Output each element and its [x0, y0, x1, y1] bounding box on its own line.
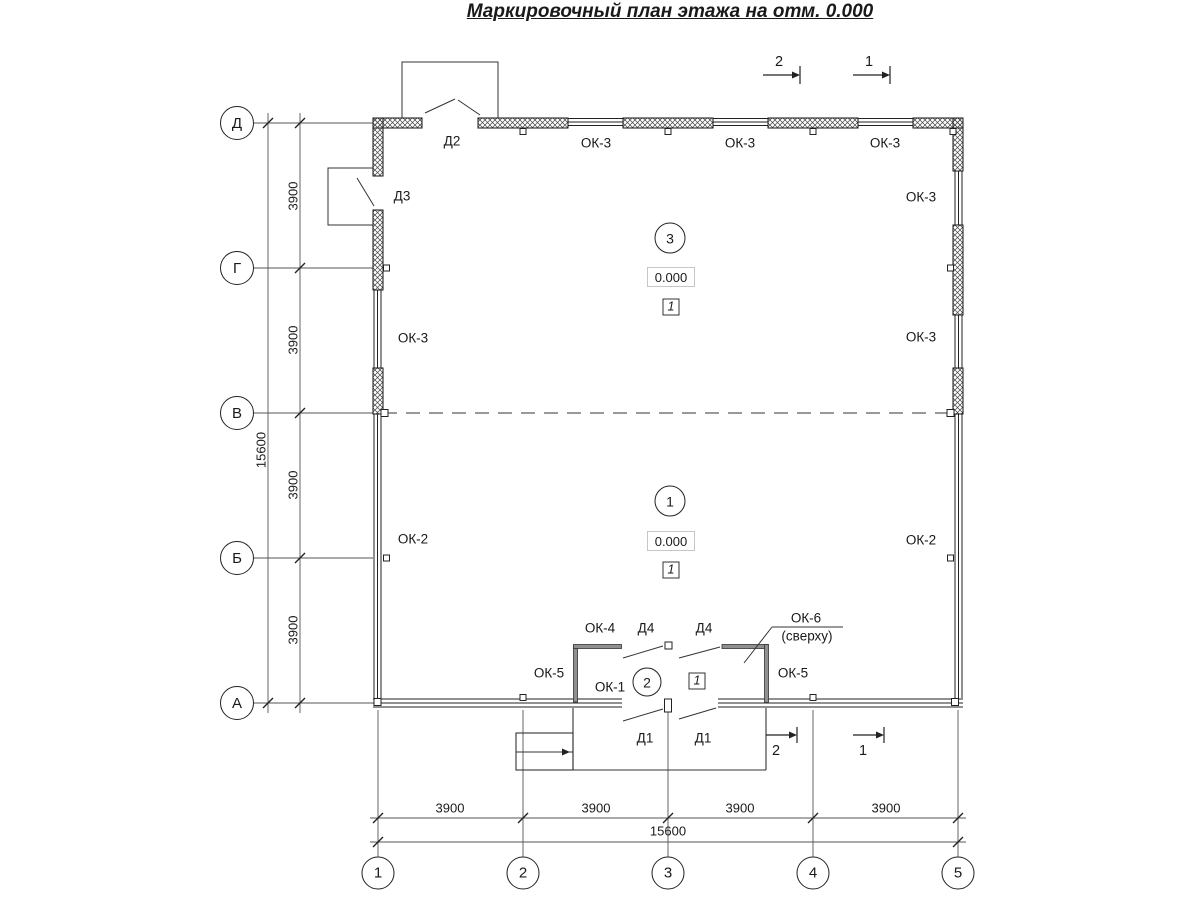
section-mark-bottom-1: 1: [858, 742, 868, 759]
window-label-ok6-note: (сверху): [781, 628, 833, 644]
window-label-ok3-top-1: ОК-3: [580, 135, 612, 151]
window-label-ok2-right: ОК-2: [905, 532, 937, 548]
finish-number-box-room2: 1: [689, 673, 706, 690]
door-label-d1-1: Д1: [636, 730, 654, 746]
window-label-ok5-left: ОК-5: [533, 665, 565, 681]
elevation-box-room3: 0.000: [647, 267, 695, 287]
dim-segment-left-4: 3900: [285, 615, 301, 645]
porch-outline-top: [328, 62, 498, 225]
door-label-d4-2: Д4: [695, 620, 713, 636]
dim-total-left: 15600: [253, 431, 269, 469]
door-label-d1-2: Д1: [694, 730, 712, 746]
axis-bubble-row-g: Г: [220, 251, 254, 285]
dim-segment-left-3: 3900: [285, 470, 301, 500]
door-label-d2: Д2: [443, 133, 461, 149]
dimension-ticks: [263, 118, 963, 847]
finish-number-box-room1: 1: [663, 562, 680, 579]
section-mark-bottom-2: 2: [771, 742, 781, 759]
room-bubble-2: 2: [633, 668, 662, 697]
stairs-direction-arrow: [562, 749, 570, 756]
axis-bubble-col-5: 5: [942, 857, 975, 890]
dim-segment-left-1: 3900: [285, 181, 301, 211]
axis-bubble-col-4: 4: [797, 857, 830, 890]
axis-bubble-row-d: Д: [220, 106, 254, 140]
window-label-ok3-top-2: ОК-3: [724, 135, 756, 151]
axis-bubble-col-2: 2: [507, 857, 540, 890]
room-bubble-1: 1: [655, 486, 686, 517]
window-label-ok3-top-3: ОК-3: [869, 135, 901, 151]
door-leaves: [357, 99, 720, 721]
door-leaf-d2: [425, 99, 480, 115]
window-label-ok3-left: ОК-3: [397, 330, 429, 346]
window-label-ok4: ОК-4: [584, 620, 616, 636]
door-label-d4-1: Д4: [637, 620, 655, 636]
dim-total-bottom: 15600: [649, 823, 687, 839]
door-leaf-d3: [357, 178, 374, 206]
door-label-d3: Д3: [393, 188, 411, 204]
dim-segment-bottom-1: 3900: [435, 800, 465, 816]
drawing-title: Маркировочный план этажа на отм. 0.000: [466, 1, 874, 22]
dim-segment-bottom-2: 3900: [581, 800, 611, 816]
axis-bubble-col-3: 3: [652, 857, 685, 890]
elevation-box-room1: 0.000: [647, 531, 695, 551]
finish-number-box-room3: 1: [663, 299, 680, 316]
window-label-ok2-left: ОК-2: [397, 531, 429, 547]
window-label-ok3-right-1: ОК-3: [905, 189, 937, 205]
section-mark-top-2: 2: [774, 53, 784, 70]
axis-bubble-col-1: 1: [362, 857, 395, 890]
dim-segment-bottom-4: 3900: [871, 800, 901, 816]
wall-piers: [373, 118, 963, 414]
window-label-ok1: ОК-1: [594, 679, 626, 695]
axis-marker-squares: [374, 129, 959, 706]
dim-segment-bottom-3: 3900: [725, 800, 755, 816]
room-bubble-3: 3: [655, 223, 686, 254]
door-frame-squares: [665, 642, 673, 712]
dim-segment-left-2: 3900: [285, 325, 301, 355]
axis-bubble-row-b: Б: [220, 541, 254, 575]
axis-bubble-row-v: В: [220, 396, 254, 430]
axis-bubble-row-a: А: [220, 686, 254, 720]
section-mark-top-1: 1: [864, 53, 874, 70]
window-label-ok5-right: ОК-5: [777, 665, 809, 681]
window-label-ok6: ОК-6: [790, 610, 822, 626]
window-label-ok3-right-2: ОК-3: [905, 329, 937, 345]
